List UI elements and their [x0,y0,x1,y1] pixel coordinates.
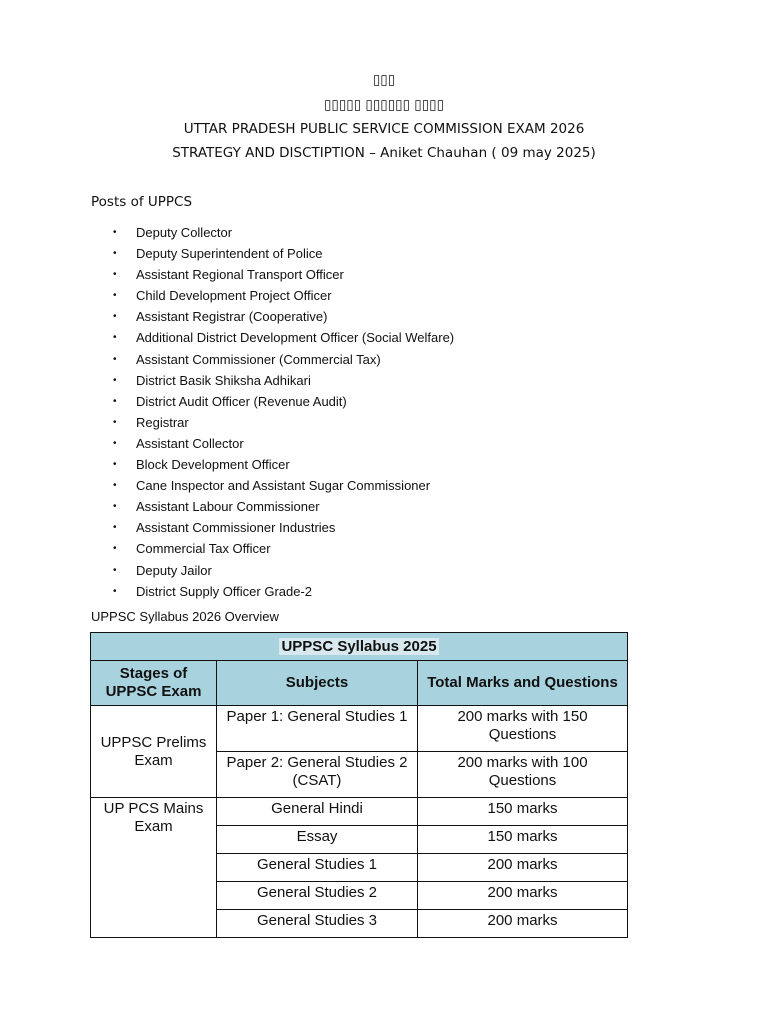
bullet-icon: • [113,290,117,302]
marks-cell: 150 marks [418,826,628,854]
list-item-label: Additional District Development Officer (Social Welfare) [136,330,455,346]
marks-cell: 200 marks [418,882,628,910]
list-item [91,264,651,285]
list-item [91,327,651,348]
list-item-label: District Audit Officer (Revenue Audit) [136,393,347,409]
list-item [91,517,651,538]
list-item [91,370,651,391]
list-item [91,475,651,496]
stage-prelims-cell: UPPSC Prelims Exam [91,706,217,798]
bullet-icon: • [113,564,117,576]
bullet-icon: • [113,585,117,597]
bullet-icon: • [113,501,117,513]
table-header-row [91,661,628,706]
list-item [91,560,651,581]
list-item-label: Deputy Superintendent of Police [136,246,323,262]
subject-cell: Essay [217,826,418,854]
table-row [91,798,628,826]
list-item-label: Assistant Regional Transport Officer [136,267,344,283]
list-item-label: Deputy Jailor [136,562,212,578]
header-om-line: ▯▯▯ [372,72,396,88]
list-item-label: Cane Inspector and Assistant Sugar Commissioner [136,478,431,494]
bullet-icon: • [113,269,117,281]
marks-cell: 150 marks [418,798,628,826]
list-item [91,243,651,264]
list-item [91,306,651,327]
document-subtitle: STRATEGY AND DISCTIPTION – Aniket Chauhan ( 09 may 2025) [172,145,596,161]
syllabus-table [90,632,628,938]
header-hindi-line: ▯▯▯▯▯ ▯▯▯▯▯▯ ▯▯▯▯ [323,97,445,113]
list-item [91,391,651,412]
bullet-icon: • [113,395,117,407]
list-item [91,581,651,602]
posts-heading: Posts of UPPCS [91,194,193,210]
list-item-label: Assistant Labour Commissioner [136,499,320,515]
list-item [91,538,651,559]
list-item [91,349,651,370]
bullet-icon: • [113,227,117,238]
list-item-label: Child Development Project Officer [136,288,332,304]
bullet-icon: • [113,522,117,534]
posts-list [91,222,651,602]
list-item-label: District Basik Shiksha Adhikari [136,372,311,388]
bullet-icon: • [113,374,117,386]
subject-cell: General Studies 1 [217,854,418,882]
table-title-cell [91,633,628,661]
bullet-icon: • [113,416,117,428]
subject-cell: General Hindi [217,798,418,826]
list-item-label: Deputy Collector [136,225,233,240]
list-item-label: Assistant Commissioner Industries [136,520,336,536]
column-header-stage: Stages of UPPSC Exam [91,661,217,706]
subject-cell: General Studies 2 [217,882,418,910]
bullet-icon: • [113,437,117,449]
table-title: UPPSC Syllabus 2025 [281,637,437,655]
subject-cell: Paper 1: General Studies 1 [217,706,418,752]
table-row [91,706,628,752]
marks-cell: 200 marks with 100 Questions [418,752,628,798]
bullet-icon: • [113,353,117,365]
list-item [91,412,651,433]
subject-cell: Paper 2: General Studies 2 (CSAT) [217,752,418,798]
list-item-label: District Supply Officer Grade-2 [136,583,313,599]
list-item [91,433,651,454]
table-title-row [91,633,628,661]
marks-cell: 200 marks [418,910,628,938]
list-item-label: Assistant Registrar (Cooperative) [136,309,328,325]
list-item-label: Block Development Officer [136,457,290,473]
bullet-icon: • [113,543,117,555]
bullet-icon: • [113,459,117,471]
marks-cell: 200 marks with 150 Questions [418,706,628,752]
list-item-label: Registrar [136,414,189,430]
stage-mains-cell: UP PCS Mains Exam [91,798,217,938]
list-item-label: Commercial Tax Officer [136,541,271,557]
document-title: UTTAR PRADESH PUBLIC SERVICE COMMISSION EXAM 2026 [183,121,585,137]
list-item [91,285,651,306]
subject-cell: General Studies 3 [217,910,418,938]
bullet-icon: • [113,480,117,492]
bullet-icon: • [113,248,117,260]
list-item [91,454,651,475]
marks-cell: 200 marks [418,854,628,882]
list-item [91,496,651,517]
syllabus-caption: UPPSC Syllabus 2026 Overview [91,609,279,624]
column-header-subjects: Subjects [217,661,418,706]
column-header-marks: Total Marks and Questions [418,661,628,706]
list-item [91,222,651,243]
bullet-icon: • [113,332,117,344]
list-item-label: Assistant Collector [136,435,244,451]
list-item-label: Assistant Commissioner (Commercial Tax) [136,351,381,367]
bullet-icon: • [113,311,117,323]
